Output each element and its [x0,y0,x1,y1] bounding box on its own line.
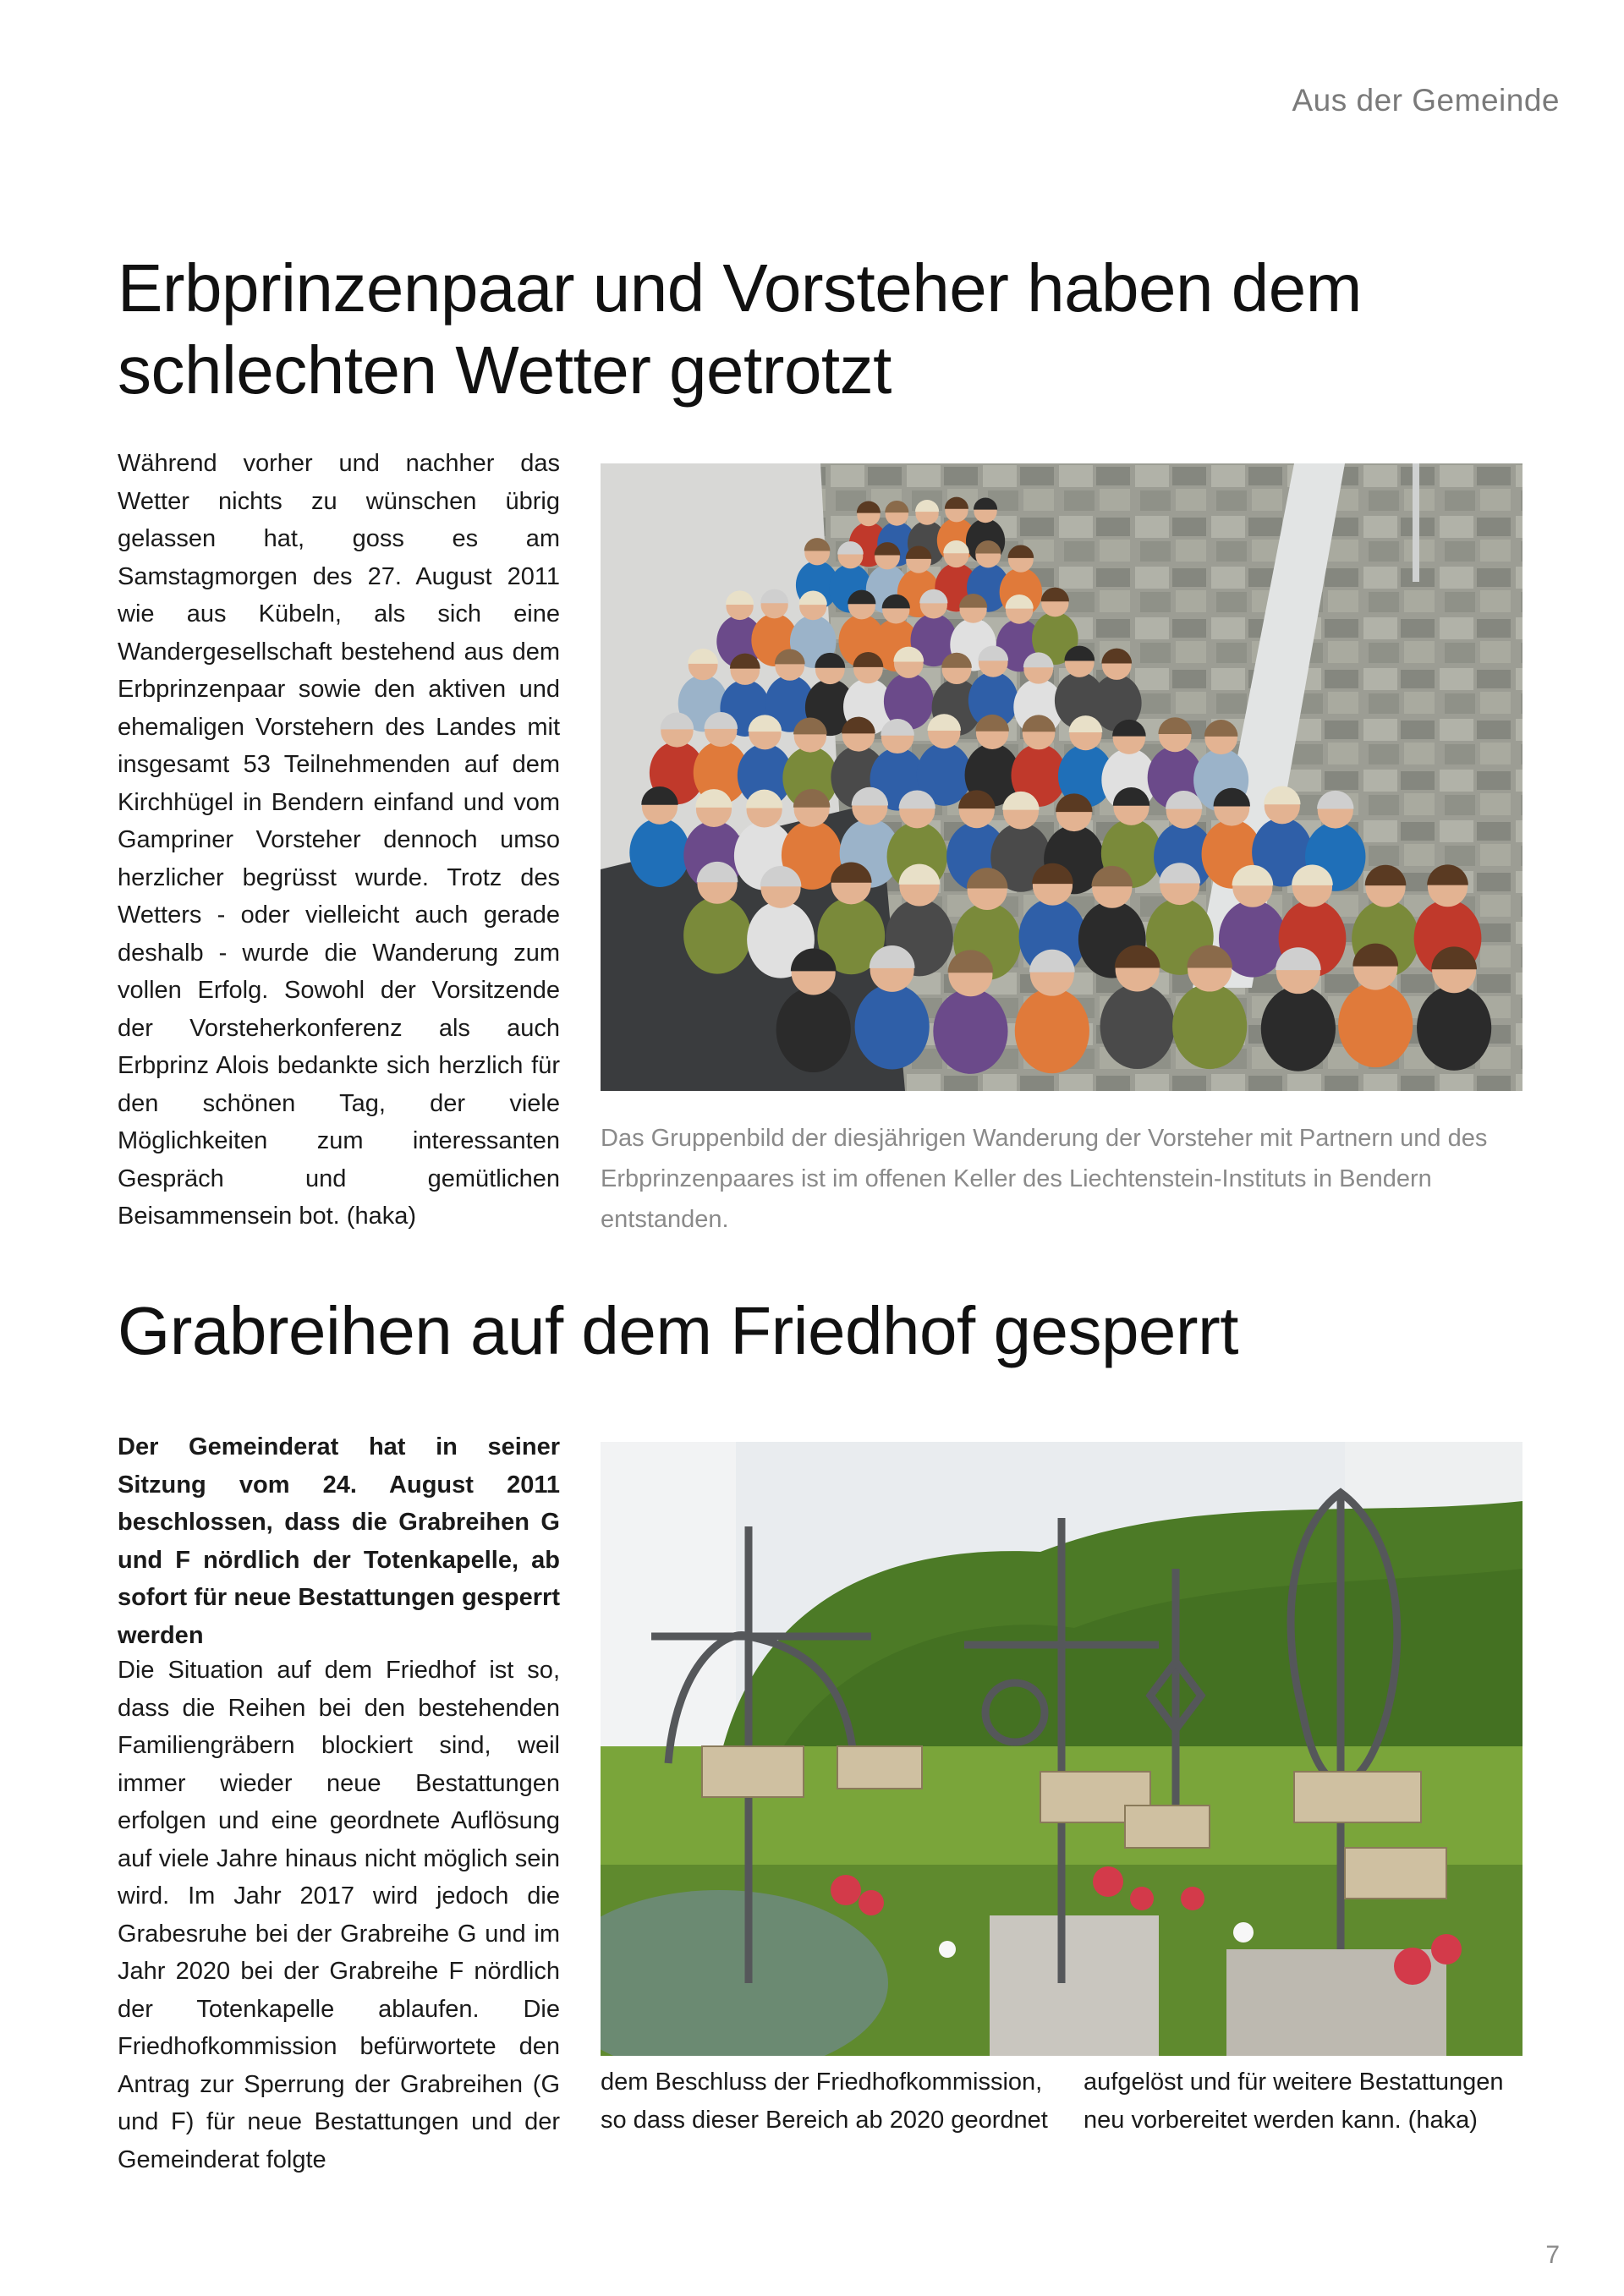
article1-headline: Erbprinzenpaar und Vorsteher haben dem schlechten Wetter getrotzt [118,250,1362,408]
article2-body: Die Situation auf dem Friedhof ist so, dass die Reihen bei den bestehenden Familiengräbern blockiert sind, weil immer wieder neue Bestattungen erfolgen und eine geordnete Auflösung auf viele Jahre hinaus nicht möglich sein wird. Im Jahr 2017 wird jedoch die Grabesruhe bei der Grabreihe G und im Jahr 2020 bei der Grabreihe F nördlich der Totenkapelle ablaufen. Die Friedhofkommission befürwortete den Antrag zur Sperrung der Grabreihen (G und F) für neue Bestattungen und der Gemeinderat folgte [118,1657,560,2173]
group-photo [601,463,1522,1091]
photo1-caption: Das Gruppenbild der diesjährigen Wanderung der Vorsteher mit Partnern und des Erbprinzenpaares ist im offenen Keller des Liechtenstein-Instituts in Bendern entstanden. [601,1125,1488,1233]
article2-body-col2: dem Beschluss der Friedhofkommission, so dass dieser Bereich ab 2020 geordnet [601,2069,1048,2134]
page-number: 7 [1545,2241,1560,2269]
article2-lead: Der Gemeinderat hat in seiner Sitzung vom 24. August 2011 beschlossen, dass die Grabreihen G und F nördlich der Totenkapelle, ab sofort für neue Bestattungen gesperrt werden [118,1433,560,1649]
article1-body: Während vorher und nachher das Wetter nichts zu wünschen übrig gelassen hat, goss es am Samstagmorgen des 27. August 2011 wie aus Kübeln, als sich eine Wandergesellschaft bestehend aus dem Erbprinzenpaar sowie den aktiven und ehemaligen Vorstehern des Landes mit insgesamt 53 Teilnehmenden auf dem Kirchhügel in Bendern einfand und vom Gampriner Vorsteher dennoch umso herzlicher begrüsst wurde. Trotz des Wetters - oder vielleicht auch gerade deshalb - wurde die Wanderung zum vollen Erfolg. Sowohl der Vorsitzende der Vorsteherkonferenz als auch Erbprinz Alois bedankte sich herzlich für den schönen Tag, der viele Möglichkeiten zum interessanten Gespräch und gemütlichen Beisammensein bot. (haka) [118,450,560,1230]
section-label: Aus der Gemeinde [1292,83,1560,118]
cemetery-photo [601,1442,1522,2056]
article2-headline: Grabreihen auf dem Friedhof gesperrt [118,1293,1238,1368]
article2-body-col3: aufgelöst und für weitere Bestattungen neu vorbereitet werden kann. (haka) [1084,2069,1504,2134]
